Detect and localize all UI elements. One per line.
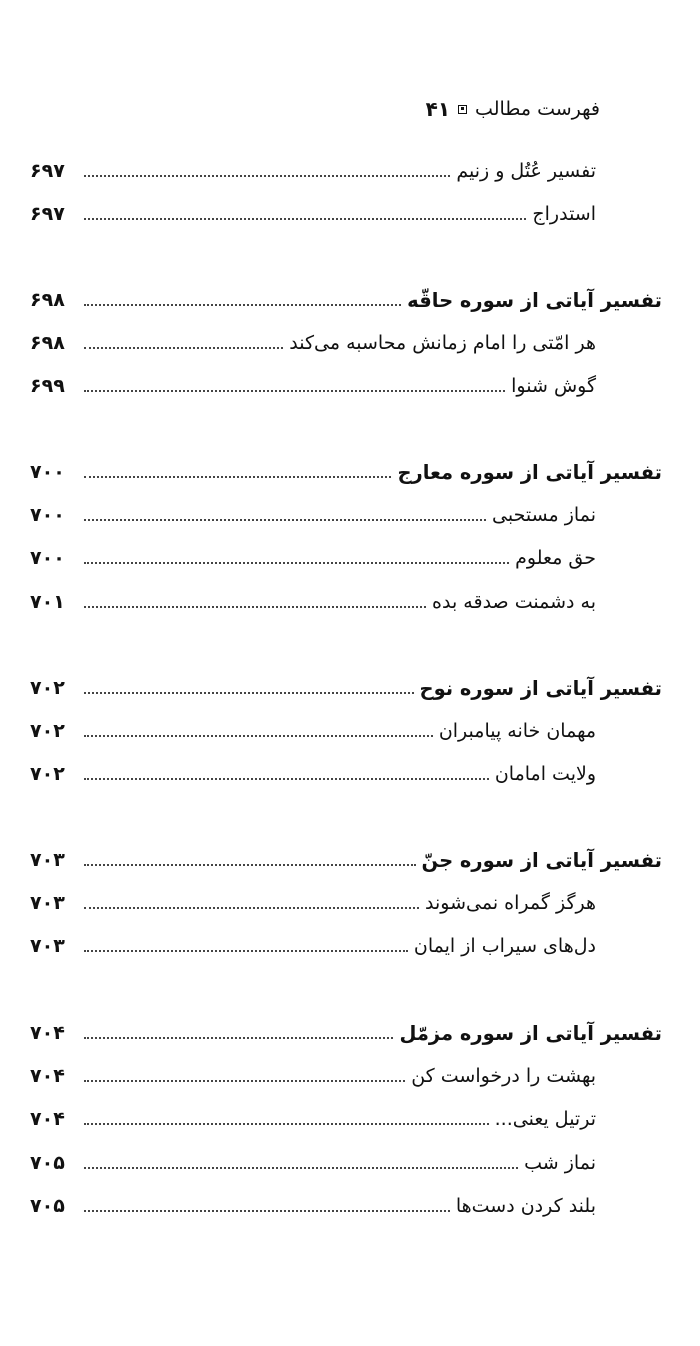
- dot-leader: [84, 390, 505, 392]
- toc-entry-title: تفسیر آیاتی از سوره نوح: [419, 676, 662, 700]
- toc-section-heading[interactable]: [30, 842, 662, 878]
- dot-leader: [84, 476, 391, 478]
- toc-entry-title: نماز شب: [524, 1151, 596, 1174]
- toc-page-number: ۷۰۱: [30, 590, 65, 613]
- toc-entry-title: به دشمنت صدقه بده: [432, 590, 596, 613]
- toc-page-number: ۶۹۸: [30, 289, 65, 311]
- toc-entry[interactable]: [30, 928, 662, 964]
- dot-leader: [84, 347, 283, 349]
- toc-page-number: ۷۰۴: [30, 1065, 65, 1088]
- toc-entry[interactable]: [30, 196, 662, 232]
- dot-leader: [84, 304, 401, 306]
- toc-entry[interactable]: [30, 540, 662, 576]
- toc-page-number: ۷۰۰: [30, 461, 65, 483]
- toc-entry-title: استدراج: [532, 203, 596, 226]
- toc-page-number: ۷۰۳: [30, 935, 65, 958]
- dot-leader: [84, 562, 509, 564]
- toc-entry-title: تفسیر آیاتی از سوره حاقّه: [407, 288, 662, 312]
- toc-entry[interactable]: [30, 1058, 662, 1094]
- dot-leader: [84, 1123, 489, 1125]
- toc-entry-title: بهشت را درخواست کن: [411, 1065, 596, 1088]
- toc-page-number: ۶۹۷: [30, 160, 65, 182]
- toc-page-number: ۶۹۸: [30, 332, 65, 355]
- running-title: فهرست مطالب: [475, 98, 600, 120]
- toc-entry-title: تفسیر آیاتی از سوره معارج: [397, 460, 662, 484]
- toc-entry[interactable]: [30, 584, 662, 620]
- dot-leader: [84, 1210, 450, 1212]
- dot-leader: [84, 1167, 518, 1169]
- toc-entry[interactable]: [30, 1188, 662, 1224]
- toc-entry-title: ترتیل یعنی...: [494, 1108, 596, 1131]
- toc-page-number: ۷۰۲: [30, 677, 65, 699]
- dot-leader: [84, 907, 419, 909]
- dot-leader: [84, 606, 426, 608]
- toc-entry-title: هرگز گمراه نمی‌شوند: [425, 892, 596, 915]
- square-bullet-icon: [458, 105, 467, 114]
- toc-entry[interactable]: [30, 713, 662, 749]
- toc-section-heading[interactable]: [30, 670, 662, 706]
- toc-page-number: ۷۰۴: [30, 1022, 65, 1044]
- dot-leader: [84, 218, 526, 220]
- toc-entry-title: هر امّتی را امام زمانش محاسبه می‌کند: [289, 332, 596, 355]
- toc-page-number: ۷۰۳: [30, 849, 65, 871]
- toc-entry-title: تفسیر عُتُل و زنیم: [456, 160, 596, 182]
- toc-page-number: ۷۰۴: [30, 1108, 65, 1131]
- dot-leader: [84, 519, 486, 521]
- toc-section-heading[interactable]: [30, 282, 662, 318]
- toc-page-number: ۶۹۷: [30, 203, 65, 226]
- toc-section-heading[interactable]: [30, 1015, 662, 1051]
- dot-leader: [84, 950, 408, 952]
- toc-entry[interactable]: [30, 368, 662, 404]
- toc-entry[interactable]: [30, 325, 662, 361]
- toc-page-number: ۷۰۵: [30, 1194, 65, 1217]
- toc-entry[interactable]: [30, 885, 662, 921]
- toc-entry-title: گوش شنوا: [511, 375, 596, 398]
- toc-page-number: ۷۰۲: [30, 720, 65, 743]
- toc-entry[interactable]: [30, 1101, 662, 1137]
- toc-entry-title: مهمان خانه پیامبران: [438, 720, 596, 743]
- toc-page-number: ۷۰۲: [30, 763, 65, 786]
- dot-leader: [84, 692, 414, 694]
- dot-leader: [84, 778, 489, 780]
- toc-entry[interactable]: [30, 756, 662, 792]
- toc-page-number: ۷۰۳: [30, 892, 65, 915]
- toc-page-number: ۷۰۵: [30, 1151, 65, 1174]
- toc-page-number: ۶۹۹: [30, 375, 65, 398]
- toc-entry-title: حق معلوم: [515, 547, 596, 570]
- toc-entry[interactable]: [30, 153, 662, 189]
- toc-entry-title: نماز مستحبی: [492, 504, 596, 527]
- toc-entry-title: دل‌های سیراب از ایمان: [413, 935, 596, 958]
- dot-leader: [84, 175, 450, 177]
- page-number: ۴۱: [425, 97, 451, 121]
- toc-entry-title: تفسیر آیاتی از سوره جنّ: [421, 848, 662, 872]
- page-header: [30, 92, 600, 126]
- dot-leader: [84, 735, 433, 737]
- dot-leader: [84, 864, 416, 866]
- toc-entry-title: تفسیر آیاتی از سوره مزمّل: [399, 1021, 662, 1045]
- toc-entry-title: بلند کردن دست‌ها: [455, 1194, 596, 1217]
- toc-page-number: ۷۰۰: [30, 547, 65, 570]
- dot-leader: [84, 1037, 393, 1039]
- dot-leader: [84, 1080, 405, 1082]
- toc-section-heading[interactable]: [30, 454, 662, 490]
- toc-entry[interactable]: [30, 1145, 662, 1181]
- toc-entry-title: ولایت امامان: [494, 763, 596, 786]
- toc-page-number: ۷۰۰: [30, 504, 65, 527]
- toc-entry[interactable]: [30, 497, 662, 533]
